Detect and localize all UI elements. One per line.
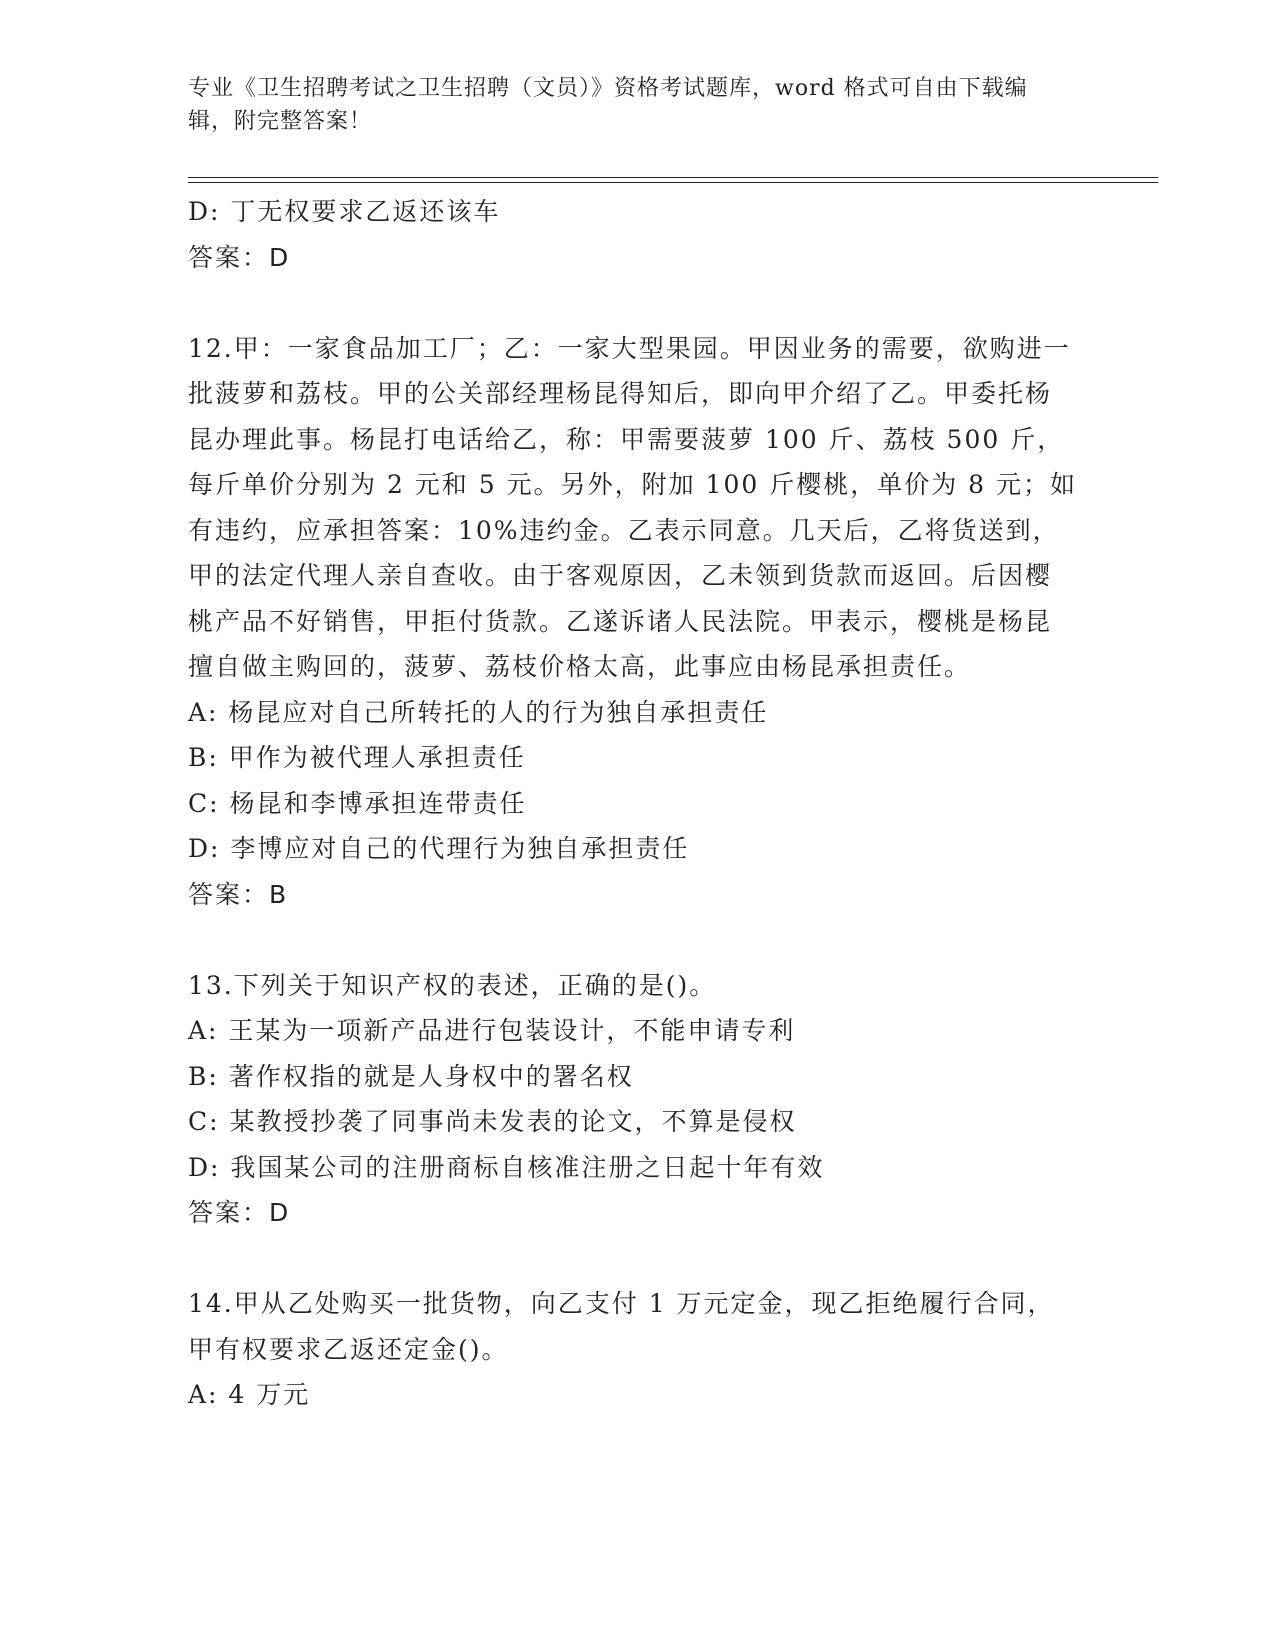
answer-line: 答案：D [188,1198,291,1227]
option-a: A: 4 万元 [188,1380,311,1409]
document-body [188,189,1078,1418]
document-header: 专业《卫生招聘考试之卫生招聘（文员）》资格考试题库，word 格式可自由下载编辑，附完整答案！ [188,76,1028,134]
option-b: B: 著作权指的就是人身权中的署名权 [188,1061,634,1091]
option-d: D: 李博应对自己的代理行为独自承担责任 [188,834,690,863]
answer-line: 答案：D [188,242,291,272]
answer-line: 答案：B [188,879,289,909]
spacer [188,280,1078,326]
spacer [188,1236,1078,1282]
spacer [188,917,1078,963]
option-d: D: 丁无权要求乙返还该车 [188,197,501,226]
option-a: A: 杨昆应对自己所转托的人的行为独自承担责任 [188,697,769,727]
option-d: D: 我国某公司的注册商标自核准注册之日起十年有效 [188,1152,825,1182]
question-stem-13: 13.下列关于知识产权的表述，正确的是()。 [188,970,717,1000]
question-stem-14: 14.甲从乙处购买一批货物，向乙支付 1 万元定金，现乙拒绝履行合同，甲有权要求乙返还定金()。 [188,1289,1055,1364]
header-rule-bottom [188,182,1158,183]
option-a: A: 王某为一项新产品进行包装设计，不能申请专利 [188,1016,796,1045]
option-b: B: 甲作为被代理人承担责任 [188,743,526,772]
option-c: C: 杨昆和李博承担连带责任 [188,788,527,818]
option-c: C: 某教授抄袭了同事尚未发表的论文，不算是侵权 [188,1107,797,1136]
question-stem-12: 12.甲：一家食品加工厂；乙：一家大型果园。甲因业务的需要，欲购进一批菠萝和荔枝。甲的公关部经理杨昆得知后，即向甲介绍了乙。甲委托杨昆办理此事。杨昆打电话给乙，称：甲需要菠萝 100 斤、荔枝 500 斤，每斤单价分别为 2 元和 5 元。另外，附加 100 斤樱桃，单价为 8 元；如有违约，应承担答案：10%违约金。乙表示同意。几天后，乙将货送到，甲的法定代理人亲自查收。由于客观原因，乙未领到货款而返回。后因樱桃产品不好销售，甲拒付货款。乙遂诉诸人民法院。甲表示，樱桃是杨昆擅自做主购回的，菠萝、荔枝价格太高，此事应由杨昆承担责任。 [188,333,1078,681]
header-rule-top [188,177,1158,178]
